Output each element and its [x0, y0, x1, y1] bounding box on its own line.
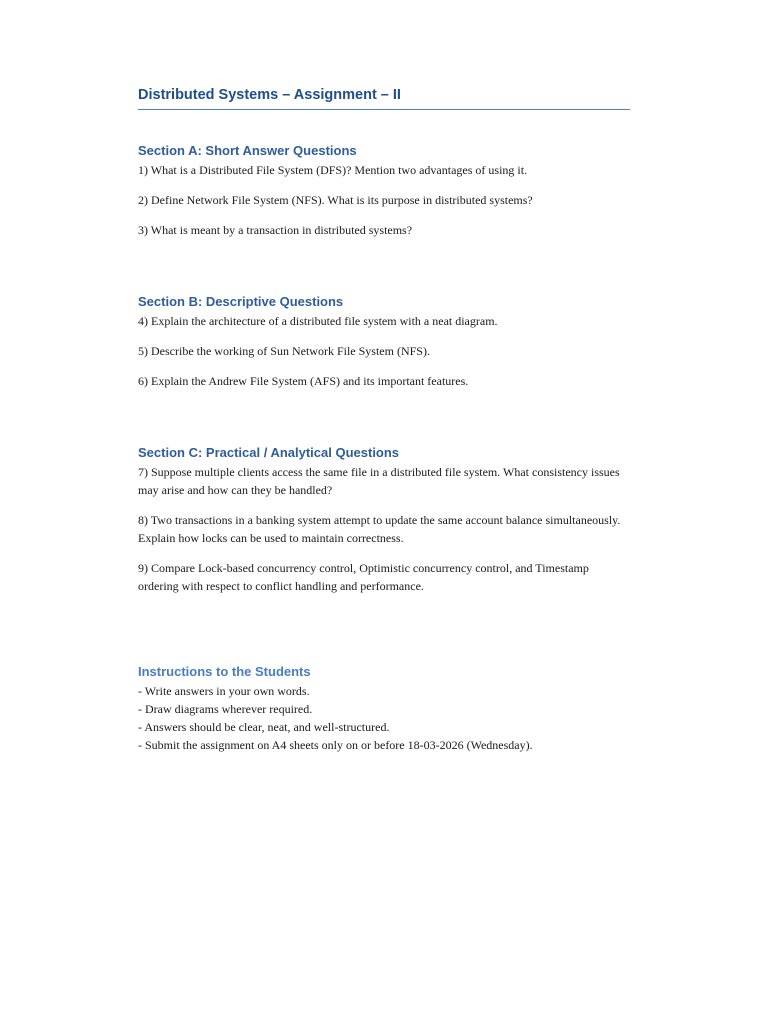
section-a-heading: Section A: Short Answer Questions	[138, 143, 357, 158]
question-1: 1) What is a Distributed File System (DFS)? Mention two advantages of using it.	[138, 163, 528, 177]
question-5: 5) Describe the working of Sun Network File System (NFS).	[138, 344, 430, 358]
instruction-line: - Write answers in your own words.	[138, 684, 310, 698]
question-2: 2) Define Network File System (NFS). What is its purpose in distributed systems?	[138, 193, 533, 207]
section-b-questions	[138, 312, 630, 390]
instruction-line: - Answers should be clear, neat, and well-structured.	[138, 720, 390, 734]
document-title: Distributed Systems – Assignment – II	[138, 86, 630, 110]
question-8: 8) Two transactions in a banking system attempt to update the same account balance simultaneously. Explain how locks can be used to maintain correctness.	[138, 513, 621, 545]
question-6: 6) Explain the Andrew File System (AFS) and its important features.	[138, 374, 469, 388]
section-a-questions	[138, 161, 630, 239]
section-c-heading: Section C: Practical / Analytical Questions	[138, 445, 400, 460]
section-a	[138, 142, 630, 239]
section-b	[138, 293, 630, 390]
instructions-heading: Instructions to the Students	[138, 664, 311, 679]
section-c	[138, 444, 630, 595]
instruction-line: - Draw diagrams wherever required.	[138, 702, 313, 716]
instruction-line: - Submit the assignment on A4 sheets only on or before 18-03-2026 (Wednesday).	[138, 738, 533, 752]
question-7: 7) Suppose multiple clients access the same file in a distributed file system. What consistency issues may arise and how can they be handled?	[138, 465, 620, 497]
instructions-list	[138, 682, 630, 754]
assignment-document	[138, 86, 630, 754]
question-4: 4) Explain the architecture of a distributed file system with a neat diagram.	[138, 314, 498, 328]
section-c-questions	[138, 463, 630, 595]
question-9: 9) Compare Lock-based concurrency control, Optimistic concurrency control, and Timestamp ordering with respect to conflict handling and performance.	[138, 561, 589, 593]
section-b-heading: Section B: Descriptive Questions	[138, 294, 344, 309]
instructions-section	[138, 663, 630, 754]
question-3: 3) What is meant by a transaction in distributed systems?	[138, 223, 413, 237]
